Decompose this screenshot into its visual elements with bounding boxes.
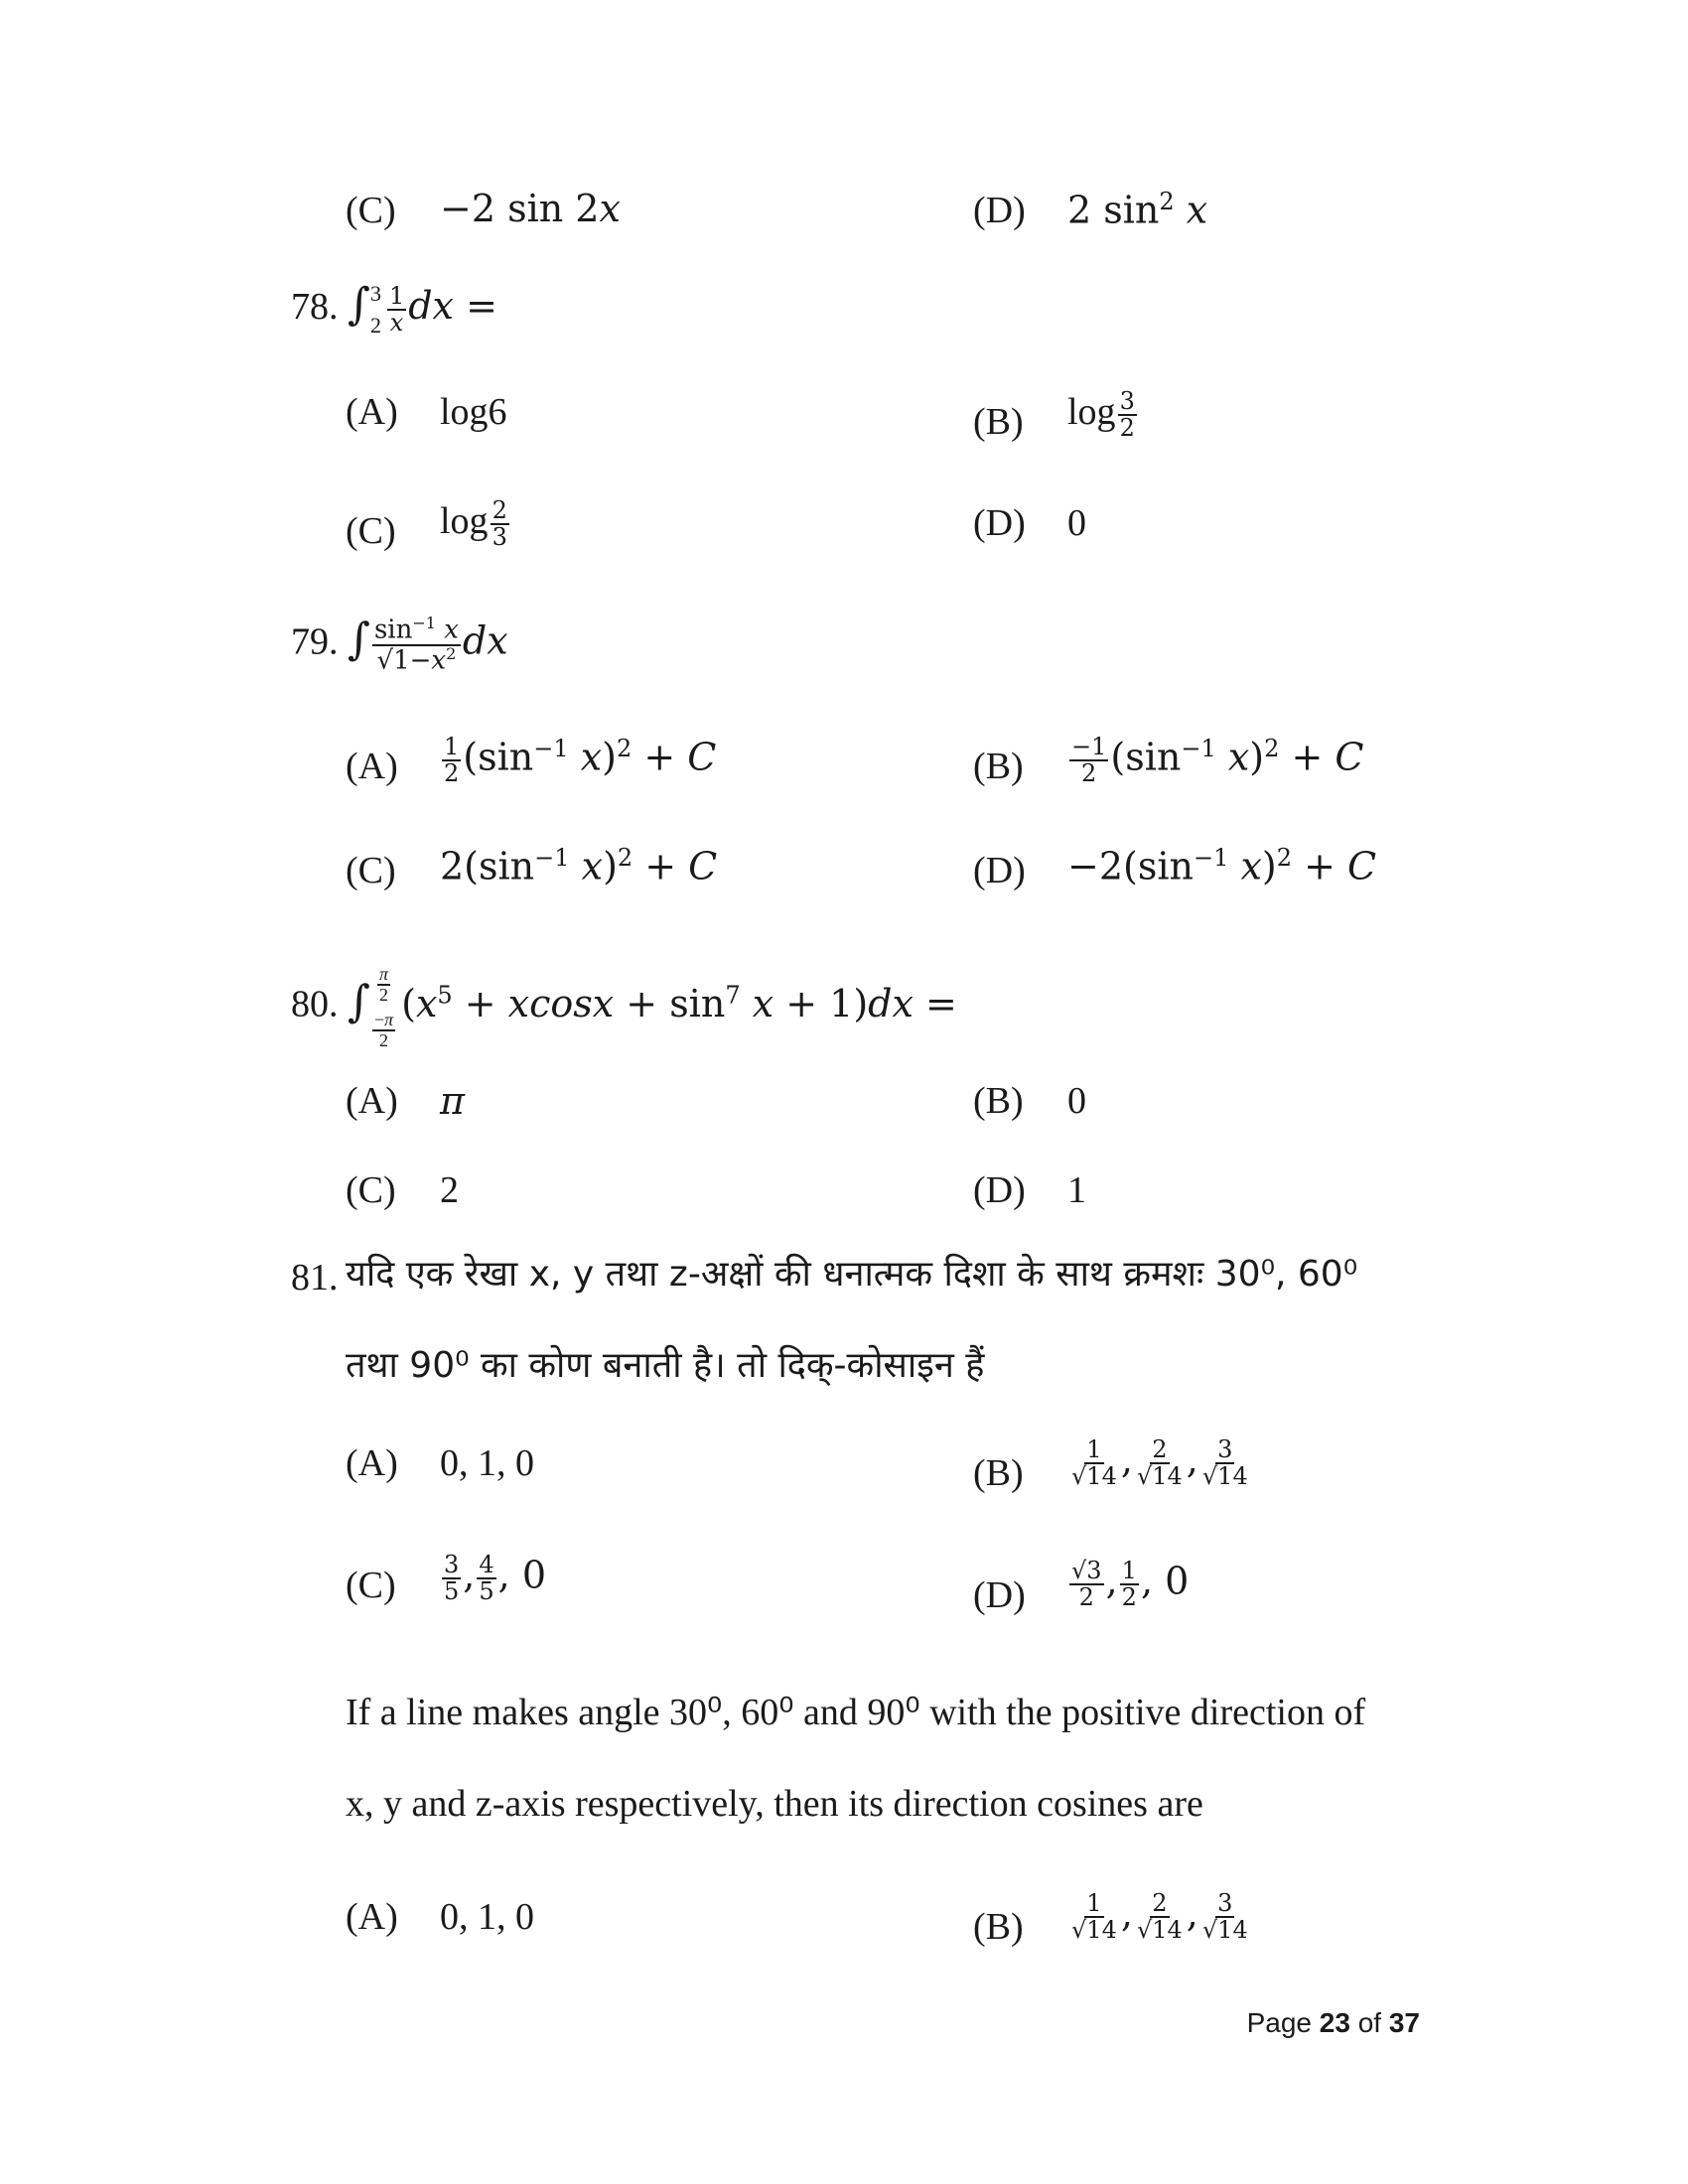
q81-hi-option-b-label: (B) <box>973 1452 1024 1494</box>
q81-en-option-a-value: 0, 1, 0 <box>440 1896 534 1938</box>
q78-option-d-value: 0 <box>1067 502 1086 544</box>
q81-hi-option-a-value: 0, 1, 0 <box>440 1442 534 1484</box>
q77-option-c-label: (C) <box>346 190 396 231</box>
q79-option-a-value: $\frac{1}{2}$ ($\sin^{-1}$ x)$^2$ + C <box>444 733 717 788</box>
q79-option-a-label: (A) <box>346 746 398 787</box>
q81-hindi-line-1: यदि एक रेखा x, y तथा z-अक्षों की धनात्मक दिशा के साथ क्रमशः 30⁰, 60⁰ <box>346 1254 1358 1295</box>
q78-option-c-label: (C) <box>346 510 396 552</box>
q79-option-c-label: (C) <box>346 850 396 891</box>
q78-option-c-value: log $\frac{2}{3}$ <box>440 496 507 552</box>
page-number: Page 23 of 37 <box>1246 2007 1420 2038</box>
q81-number: 81. <box>291 1257 339 1298</box>
q80-option-a-value: π <box>440 1079 465 1123</box>
q81-hi-option-b-value: $\frac{1}{√14}$ , $\frac{2}{√14}$ , $\frac{3}{√14}$ <box>1071 1435 1248 1491</box>
q79-option-c-value: $2(\sin^{-1}$ x)$^2$ + C <box>440 844 718 888</box>
q79-option-b-value: $\frac{-1}{2}$ ($\sin^{-1}$ x)$^2$ + C <box>1071 733 1364 788</box>
q81-hi-option-a-label: (A) <box>346 1442 398 1484</box>
q80-option-d-value: 1 <box>1067 1169 1086 1211</box>
q79-option-b-label: (B) <box>973 746 1024 787</box>
q78-option-b-value: log $\frac{3}{2}$ <box>1067 387 1135 443</box>
q79-option-d-value: $-2(\sin^{-1}$ x)$^2$ + C <box>1067 844 1377 888</box>
q78-option-a-value: log6 <box>440 391 507 433</box>
q78-option-a-label: (A) <box>346 391 398 433</box>
q81-en-option-b-label: (B) <box>973 1906 1024 1948</box>
q81-hi-option-d-value: $\frac{√3}{2}$ , $\frac{1}{2}$ , 0 <box>1071 1557 1190 1612</box>
q80-option-c-label: (C) <box>346 1169 396 1211</box>
q77-option-d-label: (D) <box>973 190 1026 231</box>
q81-hi-option-d-label: (D) <box>973 1574 1026 1616</box>
q77-option-d-value: 2 $\sin^2 x$ <box>1067 188 1208 232</box>
q80-option-b-label: (B) <box>973 1080 1024 1122</box>
q81-hi-option-c-label: (C) <box>346 1565 396 1606</box>
q79-option-d-label: (D) <box>973 850 1026 891</box>
q78-option-b-label: (B) <box>973 401 1024 443</box>
q81-english-line-1: If a line makes angle 30⁰, 60⁰ and 90⁰ with the positive direction of <box>346 1692 1366 1733</box>
q78-option-d-label: (D) <box>973 502 1026 544</box>
q81-hi-option-c-value: $\frac{3}{5}$ , $\frac{4}{5}$ , 0 <box>444 1551 546 1606</box>
q80-option-c-value: 2 <box>440 1169 459 1211</box>
q81-en-option-b-value: $\frac{1}{√14}$ , $\frac{2}{√14}$ , $\frac{3}{√14}$ <box>1071 1889 1248 1945</box>
q81-hindi-line-2: तथा 90⁰ का कोण बनाती है। तो दिक्-कोसाइन हैं <box>346 1345 985 1386</box>
q79-stem: 79. ∫ $\frac{\sin^{-1} x}{√1-x^2}$ dx <box>291 614 508 676</box>
q80-option-a-label: (A) <box>346 1080 398 1122</box>
q81-english-line-2: x, y and z-axis respectively, then its direction cosines are <box>346 1783 1203 1825</box>
q81-en-option-a-label: (A) <box>346 1896 398 1938</box>
q80-option-b-value: 0 <box>1067 1080 1086 1122</box>
q78-stem: 78. ∫ 3 2 $\frac{1}{x}$ dx = <box>291 279 497 339</box>
q80-stem: 80. ∫ $\frac{\pi}{2}$ $\frac{-\pi}{2}$ $(x^5 + xcosx + \sin^7 x + 1)dx$ = <box>291 964 957 1051</box>
q80-option-d-label: (D) <box>973 1169 1026 1211</box>
q77-option-c-value: −2 sin 2x <box>440 187 621 230</box>
